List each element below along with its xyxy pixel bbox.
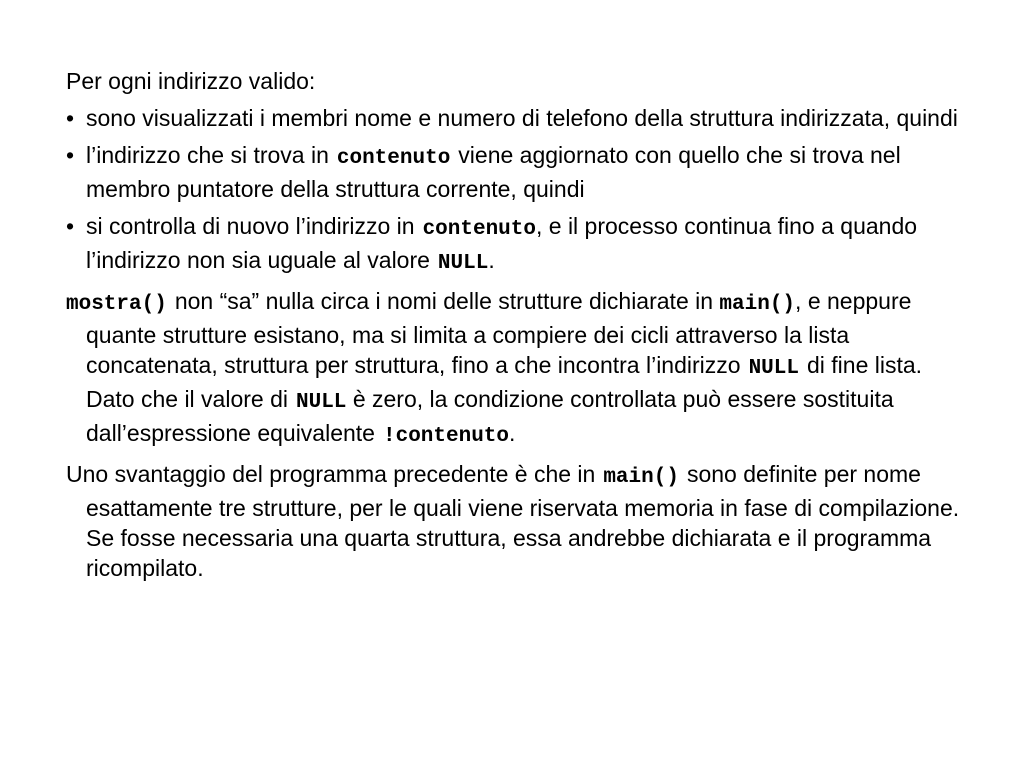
code-main: main(): [719, 293, 796, 316]
bullet-item-aggiornato: [66, 140, 966, 204]
bullet-text: sono visualizzati i membri nome e numero di telefono della struttura indirizzata, quindi: [86, 105, 958, 131]
bullet-item-visualizzati: [66, 103, 966, 133]
paragraph-text: sono definite per nome esattamente tre strutture, per le quali viene riservata memoria in fase di compilazione. Se fosse necessaria una quarta struttura, essa andrebbe dichiarata e il programma ricompilato.: [86, 461, 960, 581]
mostra-paragraph: [66, 286, 966, 452]
code-null: NULL: [437, 252, 489, 275]
svantaggio-paragraph: [66, 459, 966, 583]
bullet-marker: •: [66, 105, 75, 131]
paragraph-text: di fine lista. Dato che il valore di: [86, 352, 923, 412]
paragraph-text: .: [509, 420, 516, 446]
code-contenuto: contenuto: [336, 147, 451, 170]
code-main: main(): [603, 466, 679, 489]
paragraph-text: Uno svantaggio del programma precedente è che in: [66, 461, 596, 487]
bullet-marker: •: [66, 142, 75, 168]
bullet-text: l’indirizzo che si trova in: [86, 142, 329, 168]
bullet-text: viene aggiornato con quello che si trova nel membro puntatore della struttura corrente, quindi: [86, 142, 901, 202]
intro-paragraph: [66, 66, 966, 96]
slide-body: [66, 66, 966, 590]
code-mostra: mostra(): [66, 293, 167, 316]
code-contenuto: contenuto: [422, 218, 536, 241]
bullet-text: .: [488, 247, 495, 273]
bullet-text: , e il processo continua fino a quando l’indirizzo non sia uguale al valore: [86, 213, 918, 273]
code-not-contenuto: !contenuto: [382, 425, 510, 448]
code-null: NULL: [296, 391, 347, 414]
bullet-item-controlla: [66, 211, 966, 279]
code-null: NULL: [748, 357, 799, 380]
paragraph-text: non “sa” nulla circa i nomi delle strutture dichiarate in: [174, 288, 714, 314]
bullet-marker: •: [66, 213, 75, 239]
intro-text: Per ogni indirizzo valido:: [66, 68, 316, 94]
paragraph-text: , e neppure quante strutture esistano, ma si limita a compiere dei cicli attraverso la lista concatenata, struttura per struttura, fino a che incontra l’indirizzo: [86, 288, 912, 378]
bullet-text: si controlla di nuovo l’indirizzo in: [86, 213, 415, 239]
paragraph-text: è zero, la condizione controllata può essere sostituita dall’espressione equivalente: [86, 386, 894, 446]
